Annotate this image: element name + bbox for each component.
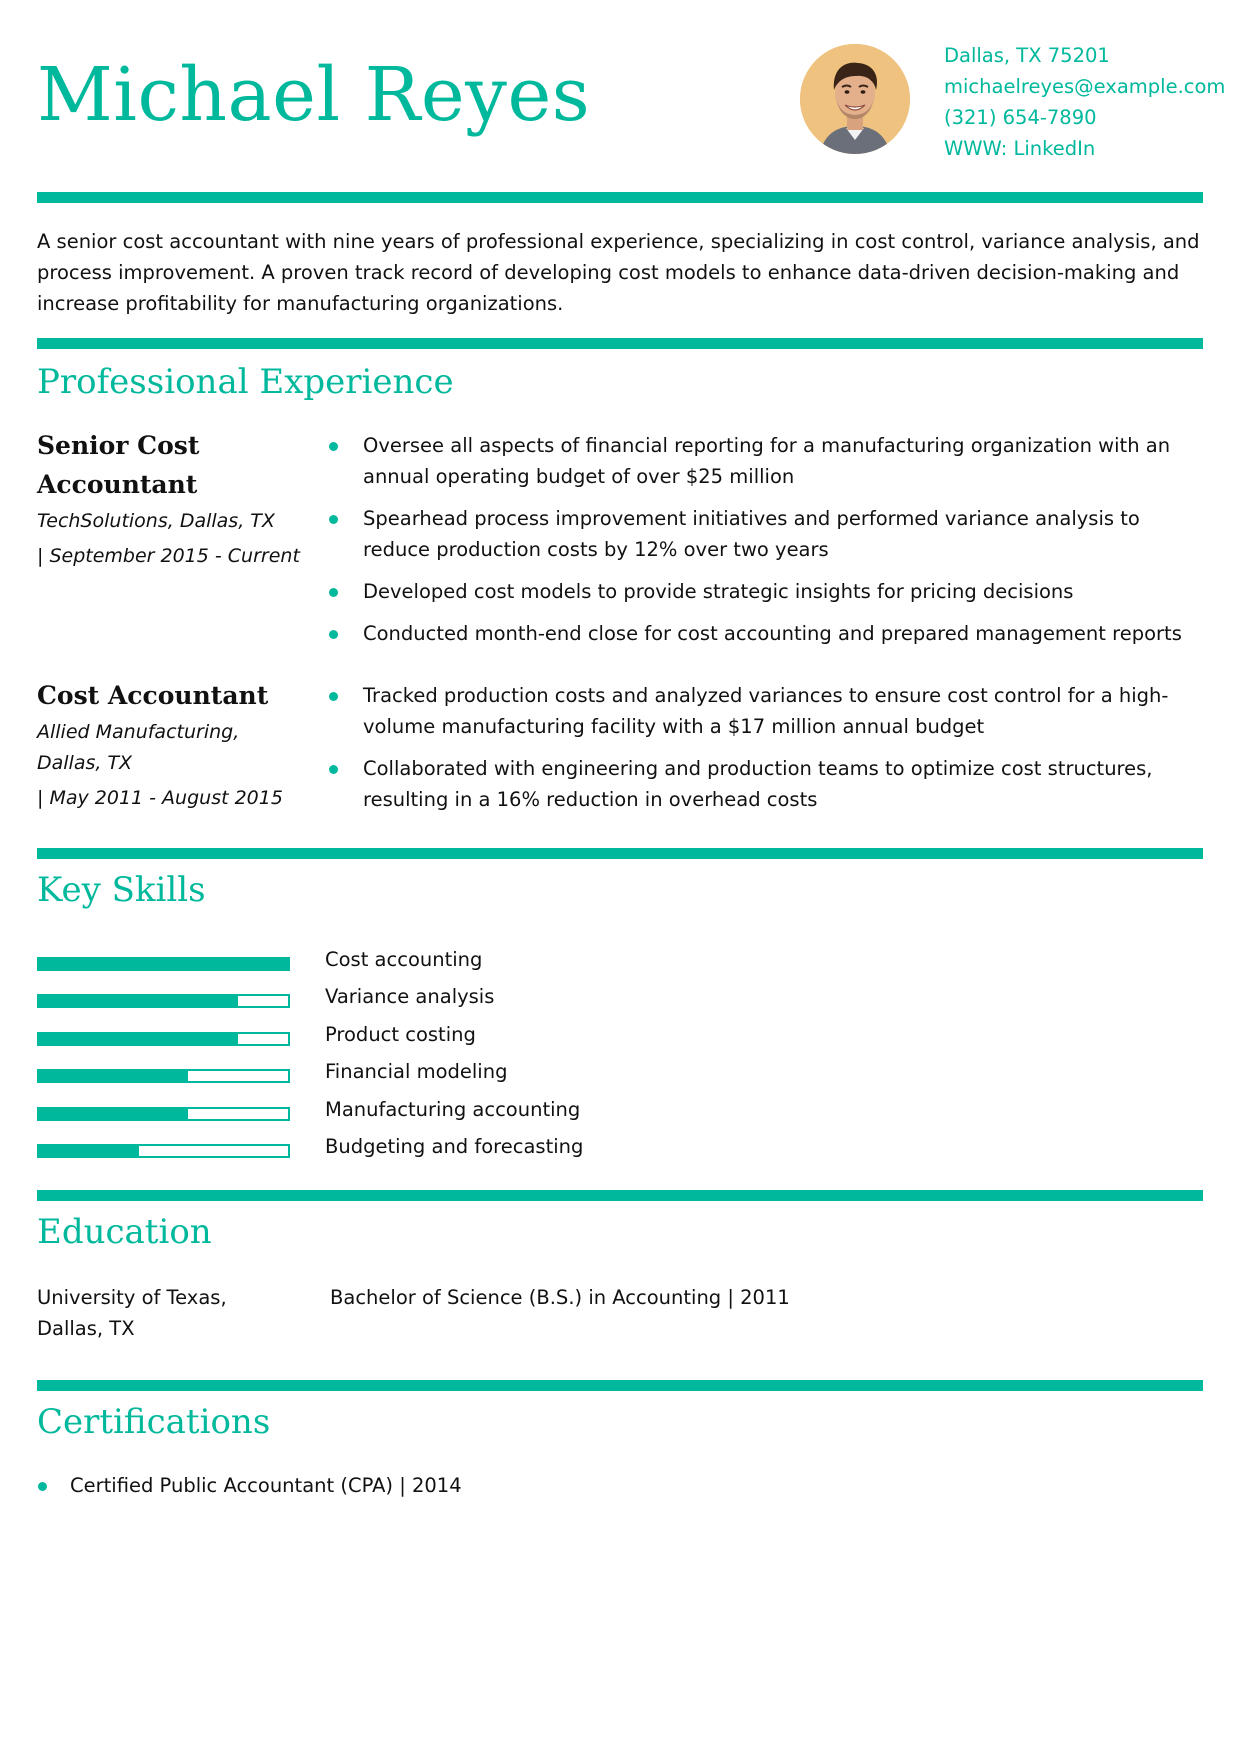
resume-name: Michael Reyes: [37, 52, 591, 138]
contact-email-link[interactable]: michaelreyes@example.com: [944, 75, 1226, 98]
skill-level-fill: [39, 1071, 188, 1081]
section-divider: [37, 192, 1203, 203]
job-bullets: [327, 680, 1207, 826]
job-company-location: TechSolutions, Dallas, TX: [37, 510, 275, 532]
skill-row: [37, 1062, 637, 1092]
experience-heading: Professional Experience: [37, 362, 454, 402]
skill-row: [37, 1097, 637, 1130]
skill-label: Product costing: [325, 1022, 476, 1046]
education-heading: Education: [37, 1212, 212, 1252]
education-degree: Bachelor of Science (B.S.) in Accounting | 2011: [330, 1286, 790, 1309]
job-entry: [37, 676, 307, 818]
skill-row: [37, 1137, 637, 1167]
skill-row: [37, 950, 637, 980]
job-bullet: Oversee all aspects of financial reporting for a manufacturing organization with an annual operating budget of over $25 million: [327, 430, 1207, 492]
job-bullet: Collaborated with engineering and production teams to optimize cost structures, resulting in a 16% reduction in overhead costs: [327, 753, 1207, 815]
bullet-icon: [38, 1482, 47, 1491]
job-bullet: Developed cost models to provide strategic insights for pricing decisions: [327, 576, 1207, 607]
skill-level-bar: [37, 1069, 290, 1083]
certification-label: Certified Public Accountant (CPA) | 2014: [70, 1474, 462, 1497]
skill-level-fill: [39, 1034, 238, 1044]
skill-level-bar: [37, 994, 290, 1008]
certifications-heading: Certifications: [37, 1402, 271, 1442]
section-divider: [37, 1190, 1203, 1201]
bullet-icon: [329, 588, 338, 597]
job-dates: | September 2015 - Current: [37, 545, 300, 567]
job-entry: [37, 426, 307, 576]
job-bullets: [327, 430, 1207, 660]
skill-level-fill: [39, 959, 288, 969]
skill-level-bar: [37, 1144, 290, 1158]
bullet-icon: [329, 692, 338, 701]
skill-label: Budgeting and forecasting: [325, 1135, 584, 1158]
skill-label: Manufacturing accounting: [325, 1097, 581, 1121]
skill-level-bar: [37, 1107, 290, 1121]
skill-level-fill: [39, 1109, 188, 1119]
job-title: Senior Cost Accountant: [37, 431, 200, 499]
skills-heading: Key Skills: [37, 870, 206, 910]
skill-row: [37, 987, 637, 1017]
skill-level-fill: [39, 1146, 139, 1156]
job-bullet: Conducted month-end close for cost accounting and prepared management reports: [327, 618, 1207, 649]
skill-label: Cost accounting: [325, 948, 483, 971]
bullet-icon: [329, 515, 338, 524]
job-dates: | May 2011 - August 2015: [37, 787, 283, 809]
section-divider: [37, 1380, 1203, 1391]
profile-photo: [800, 44, 910, 154]
job-bullet: Tracked production costs and analyzed variances to ensure cost control for a high-volume manufacturing facility with a $17 million annual budget: [327, 680, 1207, 742]
contact-info: [944, 40, 1225, 164]
bullet-icon: [329, 442, 338, 451]
contact-website-link[interactable]: WWW: LinkedIn: [944, 137, 1096, 160]
profile-summary: A senior cost accountant with nine years of professional experience, specializing in cost control, variance analysis, and process improvement. A proven track record of developing cost models to enhance data-driven decision-making and increase profitability for manufacturing organizations.: [37, 230, 1200, 315]
education-school: University of Texas, Dallas, TX: [37, 1286, 227, 1340]
contact-location: Dallas, TX 75201: [944, 44, 1110, 67]
bullet-icon: [329, 630, 338, 639]
bullet-icon: [329, 765, 338, 774]
skill-level-bar: [37, 1032, 290, 1046]
avatar-portrait-icon: [800, 44, 910, 154]
skill-label: Variance analysis: [325, 985, 495, 1009]
job-title: Cost Accountant: [37, 681, 269, 710]
contact-phone: (321) 654-7890: [944, 106, 1097, 129]
section-divider: [37, 338, 1203, 349]
skill-row: [37, 1022, 637, 1055]
skill-level-bar: [37, 957, 290, 971]
skill-label: Financial modeling: [325, 1060, 508, 1084]
job-bullet: Spearhead process improvement initiatives and performed variance analysis to reduce production costs by 12% over two years: [327, 503, 1207, 565]
certification-item: [37, 1470, 462, 1501]
job-company-location: Allied Manufacturing, Dallas, TX: [37, 721, 240, 774]
skill-level-fill: [39, 996, 238, 1006]
section-divider: [37, 848, 1203, 859]
